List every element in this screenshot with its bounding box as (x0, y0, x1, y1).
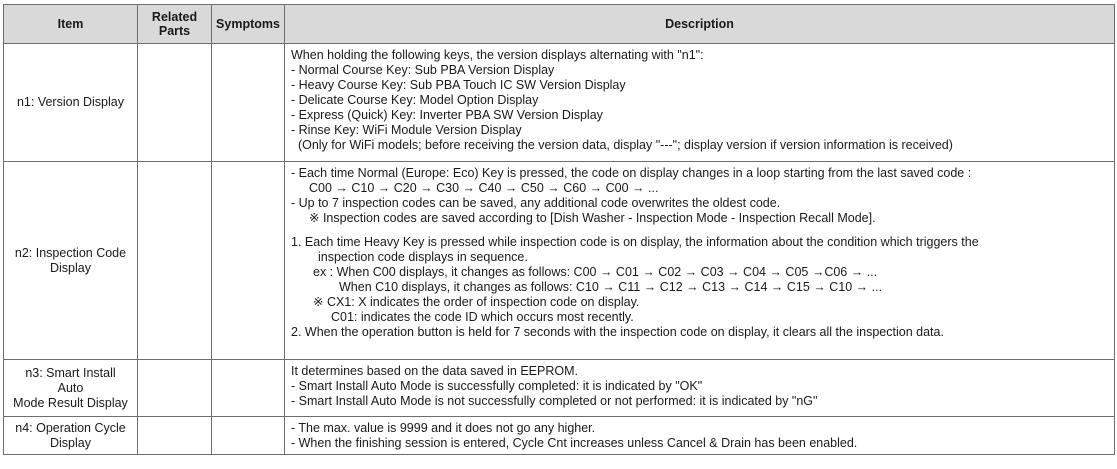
description-line: - Each time Normal (Europe: Eco) Key is pressed, the code on display changes in a loop starting from the last saved code : (291, 166, 972, 180)
table-row (4, 360, 1115, 417)
description-line: It determines based on the data saved in EEPROM. (291, 364, 578, 378)
description-line: C00 → C10 → C20 → C30 → C40 → C50 → C60 → C00 → ... (309, 181, 659, 195)
description-line: - Up to 7 inspection codes can be saved, any additional code overwrites the oldest code. (291, 196, 781, 210)
description-line: C01: indicates the code ID which occurs most recently. (331, 310, 634, 324)
description-line: ※ CX1: X indicates the order of inspection code on display. (313, 295, 640, 309)
related-parts-cell (138, 162, 212, 360)
description-line: - Normal Course Key: Sub PBA Version Display (291, 63, 555, 77)
description-line: - Smart Install Auto Mode is not successfully completed or not performed: it is indicated by "nG" (291, 394, 818, 408)
description-cell-version-display (285, 44, 1115, 162)
table-row (4, 44, 1115, 162)
description-line: ex : When C00 displays, it changes as follows: C00 → C01 → C02 → C03 → C04 → C05 →C06 → ... (313, 265, 878, 279)
description-line: - Delicate Course Key: Model Option Display (291, 93, 539, 107)
symptoms-cell (212, 162, 285, 360)
item-cell-operation-cycle-display (4, 417, 138, 455)
item-label: Display (50, 260, 91, 275)
description-spacer (291, 226, 1108, 235)
description-cell-operation-cycle-display (285, 417, 1115, 455)
item-label: n3: Smart Install (25, 365, 116, 380)
item-label: Mode Result Display (13, 395, 128, 410)
description-line: - The max. value is 9999 and it does not go any higher. (291, 421, 596, 435)
description-line: - When the finishing session is entered, Cycle Cnt increases unless Cancel & Drain has been enabled. (291, 436, 858, 450)
description-line: 1. Each time Heavy Key is pressed while inspection code is on display, the information about the condition which triggers the (291, 235, 979, 249)
column-header-symptoms: Symptoms (212, 5, 285, 44)
item-label: Auto (57, 380, 84, 395)
column-header-item: Item (4, 5, 138, 44)
description-line: When C10 displays, it changes as follows: C10 → C11 → C12 → C13 → C14 → C15 → C10 → ... (339, 280, 883, 294)
item-label: Display (50, 435, 91, 450)
description-line: (Only for WiFi models; before receiving the version data, display "---"; display version if version information is received) (291, 138, 953, 152)
related-parts-cell (138, 360, 212, 417)
item-cell-smart-install-result (4, 360, 138, 417)
diagnostic-mode-table (3, 4, 1115, 455)
item-label: n2: Inspection Code (14, 245, 127, 260)
item-cell-version-display (4, 44, 138, 162)
column-header-related-parts (138, 5, 212, 44)
column-header-description: Description (285, 5, 1115, 44)
related-parts-label-line2: Parts (158, 24, 191, 38)
table-row (4, 162, 1115, 360)
description-line: inspection code displays in sequence. (318, 250, 528, 264)
symptoms-cell (212, 360, 285, 417)
table-header-row (4, 5, 1115, 44)
table-row (4, 417, 1115, 455)
description-line: 2. When the operation button is held for 7 seconds with the inspection code on display, it clears all the inspection data. (291, 325, 944, 339)
description-line: When holding the following keys, the version displays alternating with "n1": (291, 48, 704, 62)
item-label: n1: Version Display (16, 95, 124, 109)
description-cell-smart-install-result (285, 360, 1115, 417)
description-cell-inspection-code-display (285, 162, 1115, 360)
description-line: - Rinse Key: WiFi Module Version Display (291, 123, 522, 137)
related-parts-label-line1: Related (151, 10, 198, 24)
symptoms-cell (212, 417, 285, 455)
item-cell-inspection-code-display (4, 162, 138, 360)
description-line: - Smart Install Auto Mode is successfully completed: it is indicated by "OK" (291, 379, 703, 393)
description-line: - Express (Quick) Key: Inverter PBA SW Version Display (291, 108, 603, 122)
related-parts-cell (138, 44, 212, 162)
related-parts-cell (138, 417, 212, 455)
description-line: - Heavy Course Key: Sub PBA Touch IC SW Version Display (291, 78, 626, 92)
description-line: ※ Inspection codes are saved according to [Dish Washer - Inspection Mode - Inspection Recall Mode]. (309, 211, 876, 225)
symptoms-cell (212, 44, 285, 162)
item-label: n4: Operation Cycle (15, 420, 126, 435)
